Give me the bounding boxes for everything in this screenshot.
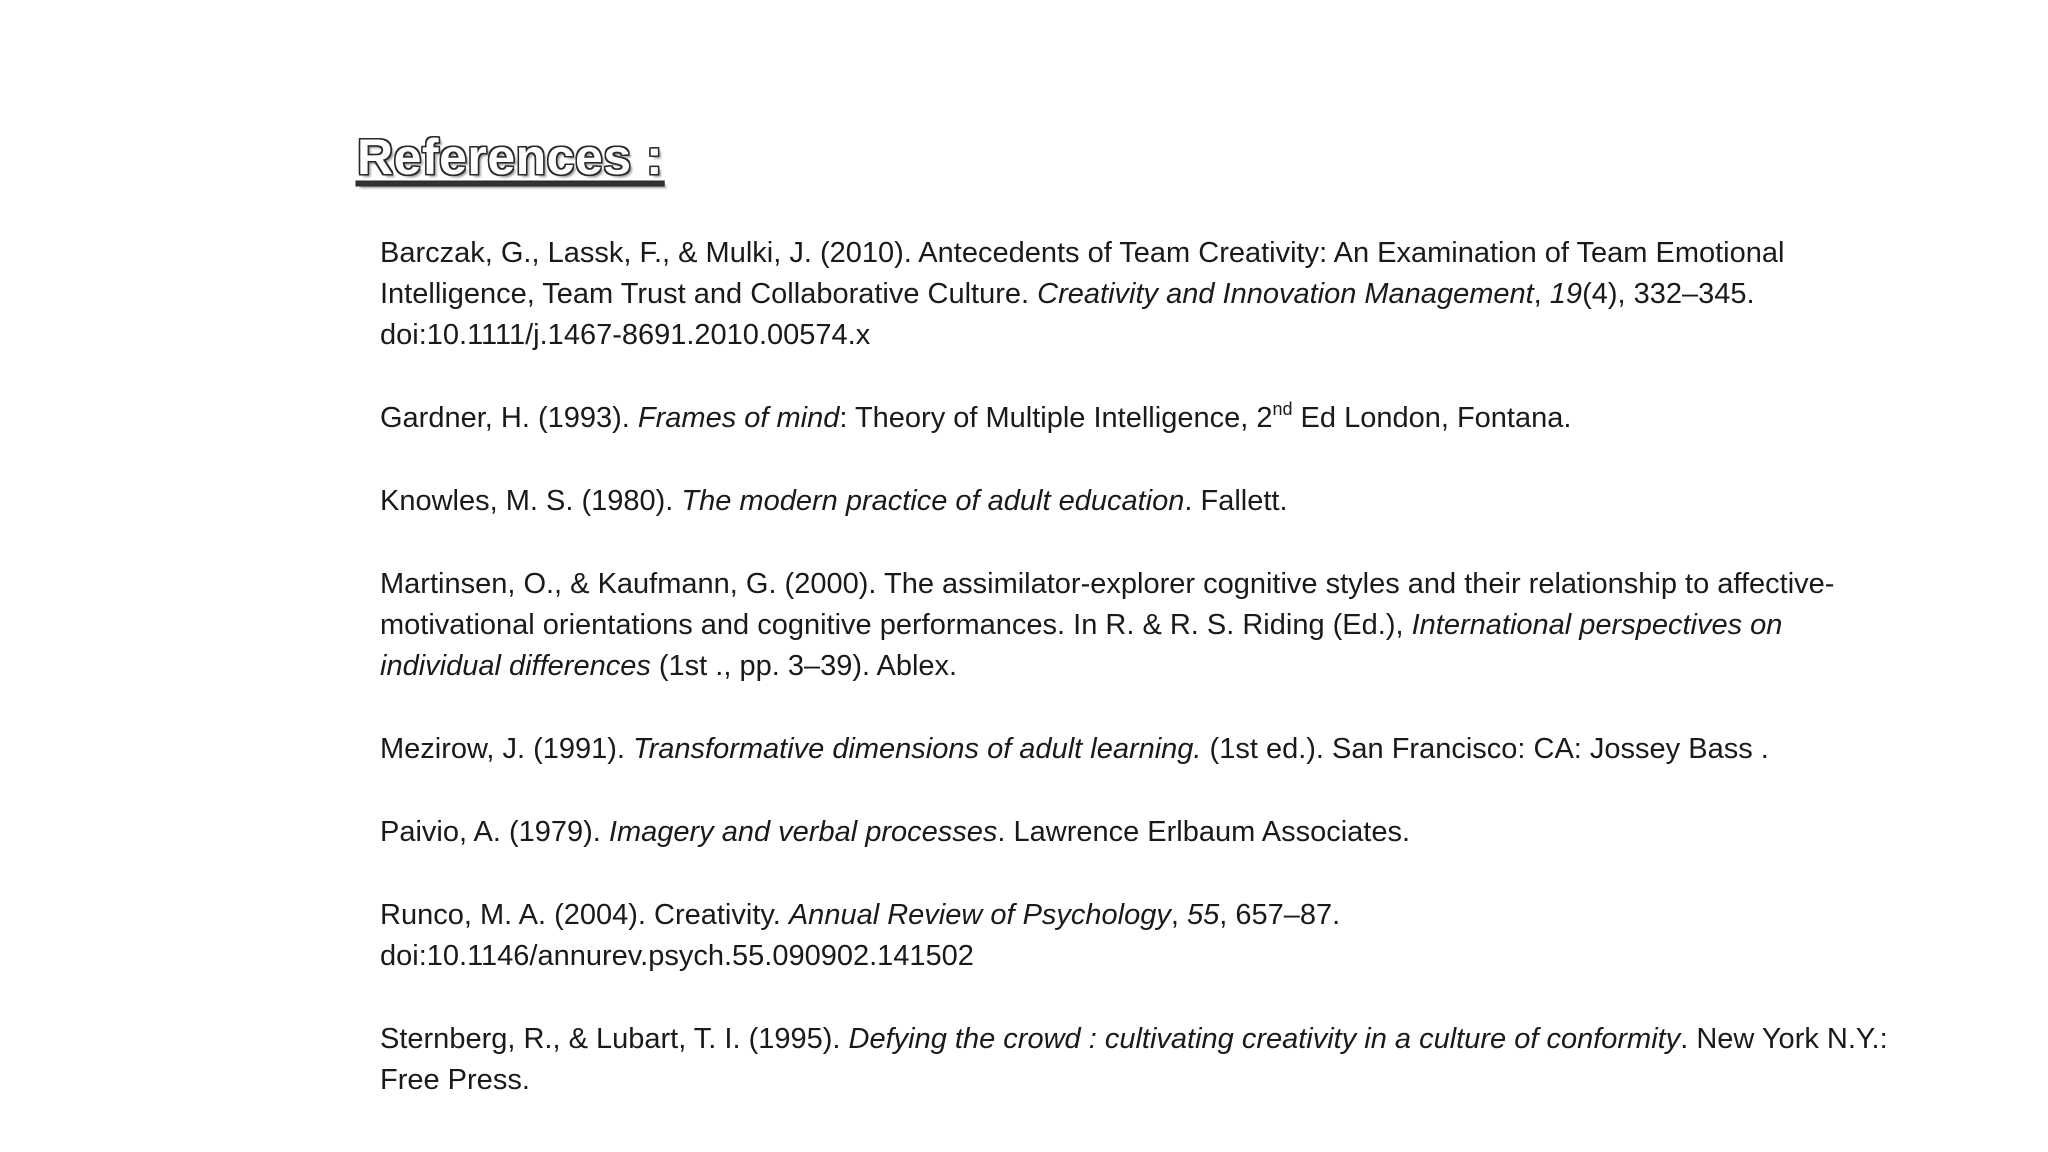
reference-item-knowles: [380, 481, 1900, 522]
reference-text: . Lawrence Erlbaum Associates.: [997, 816, 1411, 848]
reference-text: . Fallett.: [1184, 485, 1288, 517]
journal-title: Annual Review of Psychology: [788, 899, 1171, 931]
reference-item-mezirow: [380, 729, 1900, 770]
book-title: Frames of mind: [637, 402, 840, 434]
reference-item-martinsen: [380, 564, 1900, 687]
journal-volume: 55: [1187, 899, 1220, 931]
reference-item-paivio: [380, 812, 1900, 853]
book-title: The modern practice of adult education: [681, 485, 1185, 517]
reference-pages: , 657–87.: [1219, 899, 1341, 931]
journal-volume: 19: [1549, 278, 1583, 310]
book-title: Defying the crowd : cultivating creativity in a culture of conformity: [848, 1023, 1681, 1055]
book-title: Imagery and verbal processes: [608, 816, 998, 848]
reference-text: Ed London, Fontana.: [1292, 402, 1572, 434]
reference-text: Knowles, M. S. (1980).: [380, 485, 682, 517]
ordinal-superscript: nd: [1272, 399, 1293, 419]
reference-text: Sternberg, R., & Lubart, T. I. (1995).: [380, 1023, 849, 1055]
reference-text: (1st ., pp. 3–39). Ablex.: [650, 650, 958, 682]
book-title: Transformative dimensions of adult learning.: [633, 733, 1202, 765]
reference-pages: (4), 332–345.: [1582, 278, 1755, 310]
reference-text: Runco, M. A. (2004). Creativity.: [380, 899, 789, 931]
reference-text: Martinsen, O., & Kaufmann, G. (2000). The assimilator-explorer cognitive styles and their relationship to affective-motivational orientations and cognitive performances. In R. & R. S. Riding (Ed.),: [380, 568, 1835, 641]
reference-item-runco: [380, 895, 1900, 977]
journal-title: Creativity and Innovation Management: [1037, 278, 1534, 310]
reference-text: Mezirow, J. (1991).: [380, 733, 634, 765]
book-title: International perspectives on individual differences: [380, 609, 1783, 682]
reference-item-barczak: [380, 233, 1900, 356]
reference-doi: doi:10.1146/annurev.psych.55.090902.141502: [380, 940, 974, 972]
separator: ,: [1170, 899, 1188, 931]
page-title: References :: [357, 129, 664, 185]
reference-text: Barczak, G., Lassk, F., & Mulki, J. (2010). Antecedents of Team Creativity: An Examination of Team Emotional Intelligence, Team Trust and Collaborative Culture.: [380, 237, 1785, 310]
reference-text: (1st ed.). San Francisco: CA: Jossey Bass .: [1201, 733, 1769, 765]
reference-doi: doi:10.1111/j.1467-8691.2010.00574.x: [380, 319, 871, 351]
separator: ,: [1533, 278, 1550, 310]
reference-item-sternberg: [380, 1019, 1900, 1101]
reference-text: : Theory of Multiple Intelligence, 2: [839, 402, 1273, 434]
reference-text: Gardner, H. (1993).: [380, 402, 638, 434]
reference-list: [380, 233, 1900, 1101]
reference-text: . New York N.Y.: Free Press.: [380, 1023, 1888, 1096]
reference-item-gardner: [380, 398, 1900, 439]
reference-text: Paivio, A. (1979).: [380, 816, 609, 848]
